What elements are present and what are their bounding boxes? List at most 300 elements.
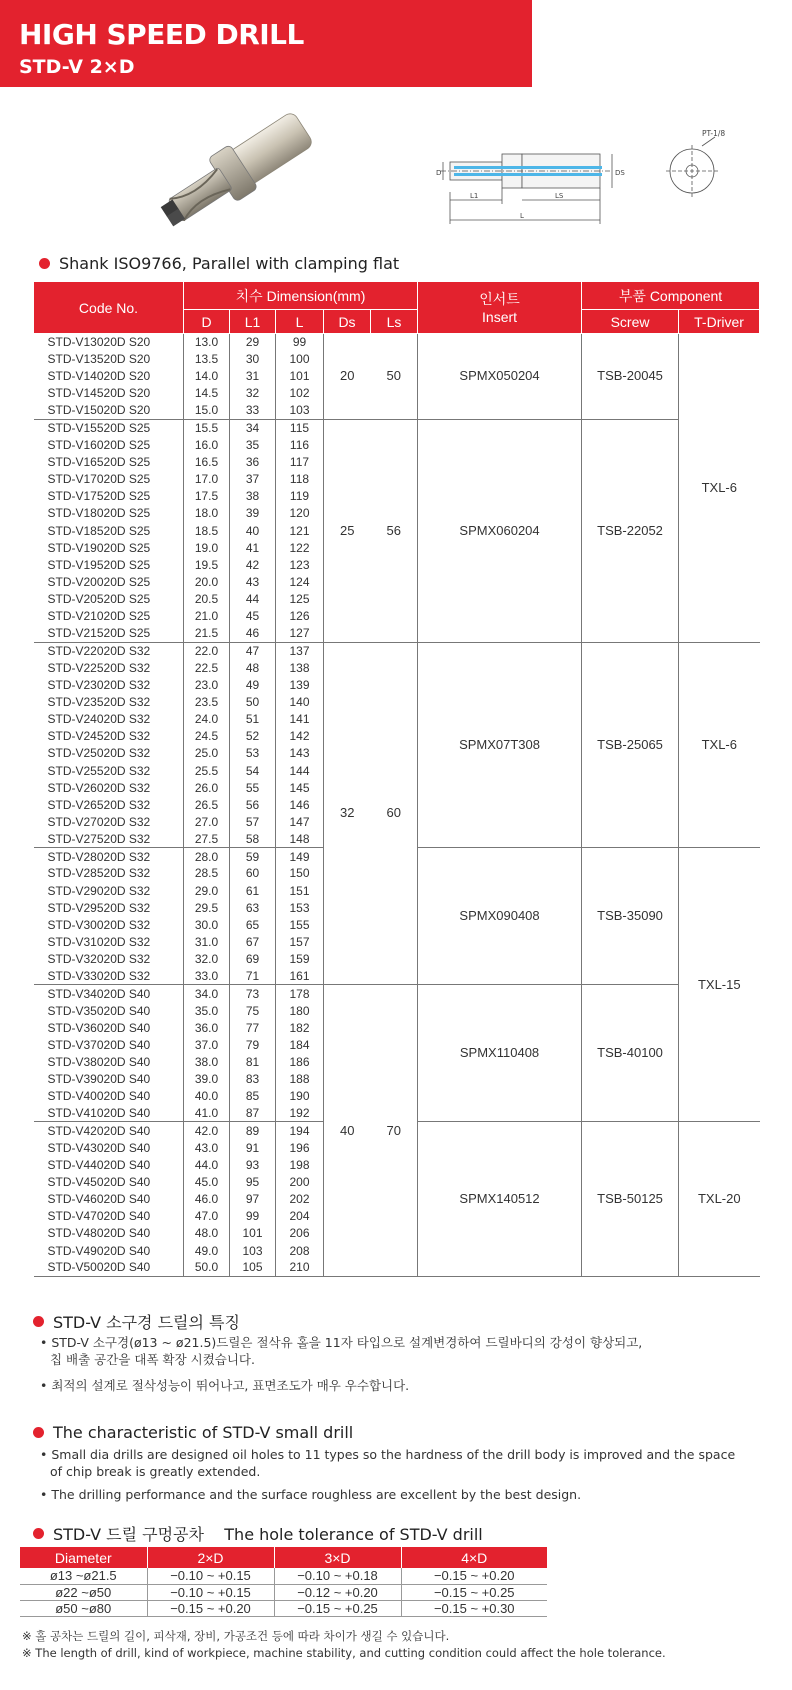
l-cell: 200 (276, 1173, 324, 1190)
code-cell: STD-V27520D S32 (34, 831, 184, 848)
drawing-l-label: L (520, 212, 524, 220)
table-row (34, 985, 760, 1002)
l1-cell: 52 (230, 728, 276, 745)
l-cell: 119 (276, 488, 324, 505)
d-cell: 46.0 (184, 1191, 230, 1208)
code-cell: STD-V32020D S32 (34, 951, 184, 968)
tol-cell: −0.15 ~ +0.20 (147, 1600, 274, 1616)
tol-cell: −0.10 ~ +0.15 (147, 1568, 274, 1584)
l1-cell: 49 (230, 676, 276, 693)
l1-cell: 67 (230, 933, 276, 950)
l-cell: 153 (276, 899, 324, 916)
code-cell: STD-V46020D S40 (34, 1191, 184, 1208)
d-cell: 20.5 (184, 591, 230, 608)
d-cell: 23.0 (184, 676, 230, 693)
d-cell: 26.0 (184, 779, 230, 796)
insert-header-ko: 인서트 (479, 290, 520, 307)
code-cell: STD-V22520D S32 (34, 659, 184, 676)
l-cell: 157 (276, 933, 324, 950)
code-cell: STD-V24020D S32 (34, 711, 184, 728)
d-cell: 41.0 (184, 1105, 230, 1122)
tolerance-title: STD-V 드릴 구멍공차 The hole tolerance of STD-V drill (53, 1525, 483, 1544)
l1-cell: 105 (230, 1259, 276, 1276)
code-cell: STD-V36020D S40 (34, 1019, 184, 1036)
l1-cell: 85 (230, 1088, 276, 1105)
code-cell: STD-V14520D S20 (34, 385, 184, 402)
l1-cell: 38 (230, 488, 276, 505)
spec-table-body (34, 334, 760, 1277)
l1-cell: 31 (230, 368, 276, 385)
tol-cell: −0.10 ~ +0.18 (274, 1568, 401, 1584)
l-cell: 138 (276, 659, 324, 676)
l-cell: 125 (276, 591, 324, 608)
tolerance-note-ko: ※ 홀 공차는 드릴의 길이, 피삭재, 장비, 가공조건 등에 따라 차이가 생길 수 있습니다. (22, 1629, 450, 1643)
d-cell: 25.0 (184, 745, 230, 762)
screw-cell: TSB-35090 (582, 848, 679, 985)
d-cell: 31.0 (184, 933, 230, 950)
code-cell: STD-V15020D S20 (34, 402, 184, 419)
l-cell: 140 (276, 693, 324, 710)
d-cell: 15.0 (184, 402, 230, 419)
l1-cell: 57 (230, 813, 276, 830)
ls-cell: 70 (371, 985, 418, 1276)
shank-text: Shank ISO9766, Parallel with clamping flat (59, 254, 400, 273)
l1-cell: 45 (230, 608, 276, 625)
l-cell: 188 (276, 1071, 324, 1088)
l-cell: 121 (276, 522, 324, 539)
d-cell: 17.5 (184, 488, 230, 505)
drawing-d-label: D (436, 169, 442, 177)
d-cell: 17.0 (184, 471, 230, 488)
l1-cell: 61 (230, 882, 276, 899)
l1-cell: 44 (230, 591, 276, 608)
d-cell: 22.0 (184, 642, 230, 659)
code-cell: STD-V30020D S32 (34, 916, 184, 933)
l1-cell: 41 (230, 539, 276, 556)
code-cell: STD-V16020D S25 (34, 436, 184, 453)
l-cell: 127 (276, 625, 324, 642)
l-cell: 145 (276, 779, 324, 796)
code-cell: STD-V39020D S40 (34, 1071, 184, 1088)
l-cell: 123 (276, 556, 324, 573)
d-cell: 37.0 (184, 1036, 230, 1053)
code-cell: STD-V17020D S25 (34, 471, 184, 488)
l1-cell: 97 (230, 1191, 276, 1208)
l-cell: 159 (276, 951, 324, 968)
l1-cell: 36 (230, 453, 276, 470)
l-cell: 115 (276, 419, 324, 436)
code-cell: STD-V35020D S40 (34, 1002, 184, 1019)
l-cell: 161 (276, 968, 324, 985)
insert-cell: SPMX140512 (418, 1122, 582, 1276)
d-cell: 42.0 (184, 1122, 230, 1139)
d-cell: 36.0 (184, 1019, 230, 1036)
code-cell: STD-V38020D S40 (34, 1053, 184, 1070)
tol-header-4xd: 4×D (401, 1547, 547, 1568)
code-cell: STD-V26520D S32 (34, 796, 184, 813)
bullet-icon (33, 1316, 44, 1327)
col-screw-header: Screw (582, 310, 679, 334)
d-cell: 24.0 (184, 711, 230, 728)
l1-cell: 75 (230, 1002, 276, 1019)
ds-cell: 25 (324, 419, 371, 642)
code-cell: STD-V48020D S40 (34, 1225, 184, 1242)
code-cell: STD-V18020D S25 (34, 505, 184, 522)
d-cell: 28.5 (184, 865, 230, 882)
d-cell: 35.0 (184, 1002, 230, 1019)
code-cell: STD-V22020D S32 (34, 642, 184, 659)
d-cell: 32.0 (184, 951, 230, 968)
code-cell: STD-V19020D S25 (34, 539, 184, 556)
d-cell: 20.0 (184, 573, 230, 590)
code-cell: STD-V49020D S40 (34, 1242, 184, 1259)
code-cell: STD-V31020D S32 (34, 933, 184, 950)
d-cell: 30.0 (184, 916, 230, 933)
code-cell: STD-V21020D S25 (34, 608, 184, 625)
code-cell: STD-V20520D S25 (34, 591, 184, 608)
ds-cell: 32 (324, 642, 371, 985)
feature-ko-title: STD-V 소구경 드릴의 특징 (53, 1313, 240, 1332)
drawing-pt-label: PT-1/8 (702, 129, 726, 138)
l1-cell: 63 (230, 899, 276, 916)
col-component-header: 부품 Component (582, 282, 760, 310)
l1-cell: 55 (230, 779, 276, 796)
drawing-l1-label: L1 (470, 192, 479, 200)
d-cell: 19.5 (184, 556, 230, 573)
l1-cell: 60 (230, 865, 276, 882)
tol-cell: ø22 ~ø50 (20, 1584, 147, 1600)
l1-cell: 81 (230, 1053, 276, 1070)
l-cell: 126 (276, 608, 324, 625)
d-cell: 34.0 (184, 985, 230, 1002)
ls-cell: 56 (371, 419, 418, 642)
l1-cell: 39 (230, 505, 276, 522)
code-cell: STD-V25520D S32 (34, 762, 184, 779)
insert-cell: SPMX060204 (418, 419, 582, 642)
l1-cell: 79 (230, 1036, 276, 1053)
l-cell: 116 (276, 436, 324, 453)
code-cell: STD-V42020D S40 (34, 1122, 184, 1139)
insert-cell: SPMX050204 (418, 334, 582, 420)
l1-cell: 53 (230, 745, 276, 762)
feature-ko-line1: • STD-V 소구경(ø13 ~ ø21.5)드릴은 절삭유 홀을 11자 타입으로 설계변경하여 드릴바디의 강성이 향상되고, (40, 1335, 643, 1350)
page-title: HIGH SPEED DRILL (19, 18, 304, 51)
l1-cell: 46 (230, 625, 276, 642)
l-cell: 155 (276, 916, 324, 933)
d-cell: 29.5 (184, 899, 230, 916)
l-cell: 103 (276, 402, 324, 419)
spec-table (33, 281, 760, 1277)
code-cell: STD-V50020D S40 (34, 1259, 184, 1276)
d-cell: 24.5 (184, 728, 230, 745)
d-cell: 16.5 (184, 453, 230, 470)
code-cell: STD-V41020D S40 (34, 1105, 184, 1122)
d-cell: 40.0 (184, 1088, 230, 1105)
l-cell: 178 (276, 985, 324, 1002)
tol-cell: −0.15 ~ +0.25 (274, 1600, 401, 1616)
table-row (20, 1584, 547, 1600)
col-l1-header: L1 (230, 310, 276, 334)
l-cell: 101 (276, 368, 324, 385)
l1-cell: 51 (230, 711, 276, 728)
l1-cell: 59 (230, 848, 276, 865)
code-cell: STD-V20020D S25 (34, 573, 184, 590)
l-cell: 117 (276, 453, 324, 470)
tol-cell: ø13 ~ø21.5 (20, 1568, 147, 1584)
code-cell: STD-V33020D S32 (34, 968, 184, 985)
col-d-header: D (184, 310, 230, 334)
d-cell: 38.0 (184, 1053, 230, 1070)
d-cell: 14.0 (184, 368, 230, 385)
tol-cell: ø50 ~ø80 (20, 1600, 147, 1616)
l-cell: 150 (276, 865, 324, 882)
d-cell: 18.5 (184, 522, 230, 539)
l-cell: 182 (276, 1019, 324, 1036)
l1-cell: 87 (230, 1105, 276, 1122)
tol-cell: −0.12 ~ +0.20 (274, 1584, 401, 1600)
l1-cell: 95 (230, 1173, 276, 1190)
d-cell: 49.0 (184, 1242, 230, 1259)
l-cell: 124 (276, 573, 324, 590)
l1-cell: 48 (230, 659, 276, 676)
code-cell: STD-V24520D S32 (34, 728, 184, 745)
d-cell: 50.0 (184, 1259, 230, 1276)
screw-cell: TSB-22052 (582, 419, 679, 642)
l-cell: 144 (276, 762, 324, 779)
code-cell: STD-V14020D S20 (34, 368, 184, 385)
code-cell: STD-V34020D S40 (34, 985, 184, 1002)
code-cell: STD-V17520D S25 (34, 488, 184, 505)
code-cell: STD-V18520D S25 (34, 522, 184, 539)
drill-photo (143, 108, 333, 233)
page-header (0, 0, 532, 87)
l-cell: 139 (276, 676, 324, 693)
l-cell: 204 (276, 1208, 324, 1225)
d-cell: 25.5 (184, 762, 230, 779)
d-cell: 27.5 (184, 831, 230, 848)
l1-cell: 58 (230, 831, 276, 848)
code-cell: STD-V13020D S20 (34, 334, 184, 351)
tol-header-2xd: 2×D (147, 1547, 274, 1568)
l1-cell: 93 (230, 1156, 276, 1173)
l-cell: 118 (276, 471, 324, 488)
ls-cell: 60 (371, 642, 418, 985)
l-cell: 190 (276, 1088, 324, 1105)
l-cell: 198 (276, 1156, 324, 1173)
l1-cell: 65 (230, 916, 276, 933)
insert-cell: SPMX110408 (418, 985, 582, 1122)
table-row (20, 1568, 547, 1584)
l-cell: 146 (276, 796, 324, 813)
l-cell: 137 (276, 642, 324, 659)
l-cell: 147 (276, 813, 324, 830)
col-code-header: Code No. (34, 282, 184, 334)
l1-cell: 35 (230, 436, 276, 453)
tdriver-cell: TXL-6 (679, 334, 760, 643)
d-cell: 22.5 (184, 659, 230, 676)
l-cell: 100 (276, 351, 324, 368)
l-cell: 102 (276, 385, 324, 402)
l-cell: 120 (276, 505, 324, 522)
l-cell: 122 (276, 539, 324, 556)
code-cell: STD-V45020D S40 (34, 1173, 184, 1190)
l-cell: 151 (276, 882, 324, 899)
col-dimension-header: 치수 Dimension(mm) (184, 282, 418, 310)
code-cell: STD-V44020D S40 (34, 1156, 184, 1173)
tdriver-cell: TXL-20 (679, 1122, 760, 1276)
l1-cell: 99 (230, 1208, 276, 1225)
d-cell: 43.0 (184, 1139, 230, 1156)
d-cell: 26.5 (184, 796, 230, 813)
l1-cell: 40 (230, 522, 276, 539)
l1-cell: 47 (230, 642, 276, 659)
tolerance-note-en: ※ The length of drill, kind of workpiece, machine stability, and cutting condition could affect the hole tolerance. (22, 1646, 666, 1660)
feature-ko-body (40, 1334, 642, 1394)
insert-header-en: Insert (482, 308, 518, 325)
col-tdriver-header: T-Driver (679, 310, 760, 334)
col-ds-header: Ds (324, 310, 371, 334)
l-cell: 141 (276, 711, 324, 728)
table-row (34, 334, 760, 351)
l1-cell: 30 (230, 351, 276, 368)
tol-cell: −0.15 ~ +0.30 (401, 1600, 547, 1616)
bullet-icon (33, 1427, 44, 1438)
code-cell: STD-V28520D S32 (34, 865, 184, 882)
l-cell: 143 (276, 745, 324, 762)
screw-cell: TSB-50125 (582, 1122, 679, 1276)
l-cell: 184 (276, 1036, 324, 1053)
l-cell: 99 (276, 334, 324, 351)
code-cell: STD-V21520D S25 (34, 625, 184, 642)
code-cell: STD-V29020D S32 (34, 882, 184, 899)
tdriver-cell: TXL-15 (679, 848, 760, 1122)
l1-cell: 54 (230, 762, 276, 779)
tol-cell: −0.10 ~ +0.15 (147, 1584, 274, 1600)
d-cell: 29.0 (184, 882, 230, 899)
l-cell: 180 (276, 1002, 324, 1019)
d-cell: 48.0 (184, 1225, 230, 1242)
bullet-icon (33, 1528, 44, 1539)
page-subtitle: STD-V 2×D (19, 56, 135, 78)
l1-cell: 77 (230, 1019, 276, 1036)
l1-cell: 73 (230, 985, 276, 1002)
d-cell: 18.0 (184, 505, 230, 522)
d-cell: 44.0 (184, 1156, 230, 1173)
code-cell: STD-V43020D S40 (34, 1139, 184, 1156)
col-insert-header (418, 282, 582, 334)
ds-cell: 40 (324, 985, 371, 1276)
code-cell: STD-V23520D S32 (34, 693, 184, 710)
code-cell: STD-V13520D S20 (34, 351, 184, 368)
l-cell: 202 (276, 1191, 324, 1208)
table-row (20, 1600, 547, 1616)
l-cell: 149 (276, 848, 324, 865)
l1-cell: 89 (230, 1122, 276, 1139)
col-ls-header: Ls (371, 310, 418, 334)
l1-cell: 83 (230, 1071, 276, 1088)
code-cell: STD-V27020D S32 (34, 813, 184, 830)
l-cell: 186 (276, 1053, 324, 1070)
code-cell: STD-V25020D S32 (34, 745, 184, 762)
code-cell: STD-V15520D S25 (34, 419, 184, 436)
technical-drawing (436, 129, 730, 232)
d-cell: 13.0 (184, 334, 230, 351)
feature-en-line3: • The drilling performance and the surface roughless are excellent by the best design. (40, 1487, 582, 1502)
tol-header-diameter: Diameter (20, 1547, 147, 1568)
l1-cell: 71 (230, 968, 276, 985)
screw-cell: TSB-20045 (582, 334, 679, 420)
l1-cell: 50 (230, 693, 276, 710)
l1-cell: 37 (230, 471, 276, 488)
feature-en-line2: of chip break is greatly extended. (50, 1464, 261, 1479)
tol-cell: −0.15 ~ +0.20 (401, 1568, 547, 1584)
l1-cell: 101 (230, 1225, 276, 1242)
feature-en-heading (33, 1423, 353, 1442)
table-row (34, 419, 760, 436)
l1-cell: 91 (230, 1139, 276, 1156)
d-cell: 21.5 (184, 625, 230, 642)
l-cell: 196 (276, 1139, 324, 1156)
code-cell: STD-V26020D S32 (34, 779, 184, 796)
l1-cell: 42 (230, 556, 276, 573)
code-cell: STD-V29520D S32 (34, 899, 184, 916)
insert-cell: SPMX090408 (418, 848, 582, 985)
feature-en-title: The characteristic of STD-V small drill (53, 1423, 354, 1442)
code-cell: STD-V19520D S25 (34, 556, 184, 573)
col-l-header: L (276, 310, 324, 334)
ls-cell: 50 (371, 334, 418, 420)
code-cell: STD-V40020D S40 (34, 1088, 184, 1105)
feature-ko-line3: • 최적의 설계로 절삭성능이 뛰어나고, 표면조도가 매우 우수합니다. (40, 1378, 410, 1393)
l-cell: 206 (276, 1225, 324, 1242)
drawing-ls-label: LS (555, 192, 564, 200)
insert-cell: SPMX07T308 (418, 642, 582, 848)
d-cell: 15.5 (184, 419, 230, 436)
bullet-icon (39, 258, 50, 269)
screw-cell: TSB-25065 (582, 642, 679, 848)
shank-heading (39, 254, 399, 273)
d-cell: 27.0 (184, 813, 230, 830)
d-cell: 47.0 (184, 1208, 230, 1225)
l-cell: 208 (276, 1242, 324, 1259)
l-cell: 210 (276, 1259, 324, 1276)
l1-cell: 32 (230, 385, 276, 402)
tdriver-cell: TXL-6 (679, 642, 760, 848)
l1-cell: 56 (230, 796, 276, 813)
tol-cell: −0.15 ~ +0.25 (401, 1584, 547, 1600)
feature-ko-heading (33, 1310, 240, 1333)
screw-cell: TSB-40100 (582, 985, 679, 1122)
d-cell: 14.5 (184, 385, 230, 402)
feature-en-body (40, 1446, 735, 1503)
d-cell: 39.0 (184, 1071, 230, 1088)
d-cell: 19.0 (184, 539, 230, 556)
tolerance-heading (33, 1522, 483, 1545)
l-cell: 142 (276, 728, 324, 745)
tolerance-table (20, 1547, 547, 1617)
d-cell: 13.5 (184, 351, 230, 368)
feature-en-line1: • Small dia drills are designed oil holes to 11 types so the hardness of the drill body is improved and the space (40, 1447, 736, 1462)
d-cell: 23.5 (184, 693, 230, 710)
l-cell: 148 (276, 831, 324, 848)
d-cell: 45.0 (184, 1173, 230, 1190)
code-cell: STD-V47020D S40 (34, 1208, 184, 1225)
code-cell: STD-V37020D S40 (34, 1036, 184, 1053)
l1-cell: 103 (230, 1242, 276, 1259)
l1-cell: 33 (230, 402, 276, 419)
table-row (34, 642, 760, 659)
d-cell: 33.0 (184, 968, 230, 985)
